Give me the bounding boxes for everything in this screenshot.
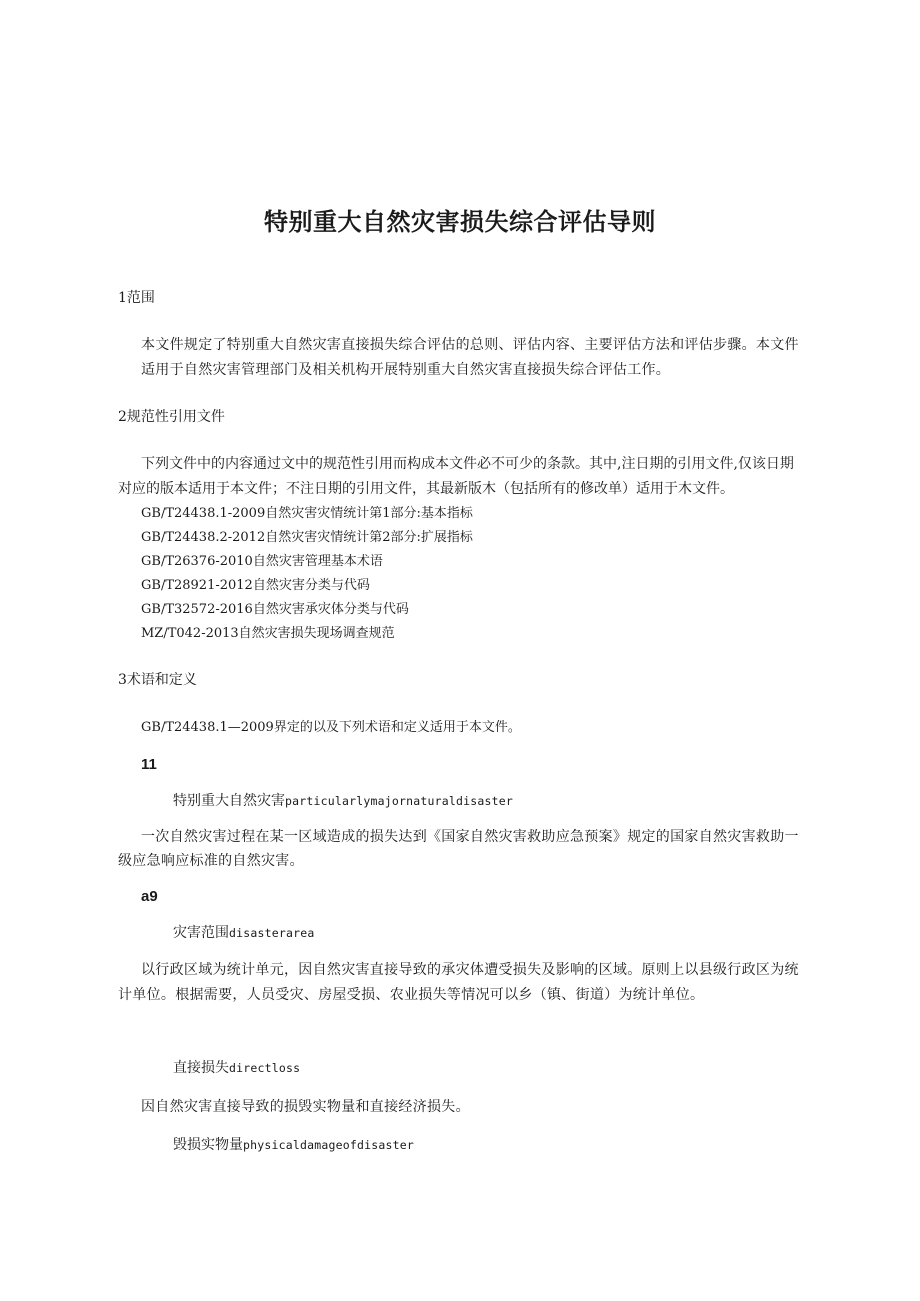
term-entry [173,790,513,810]
term-name-cn: 直接损失 [173,1060,229,1076]
reference-item: GB/T24438.1-2009自然灾害灾情统计第1部分:基本指标 [141,506,473,521]
term-number: a9 [141,888,158,905]
section-heading-terms: 3术语和定义 [118,672,197,688]
document-title: 特别重大自然灾害损失综合评估导则 [264,208,656,236]
term-name-en: physicaldamageofdisaster [243,1138,414,1152]
term-name-cn: 灾害范围 [173,925,229,941]
term-entry [173,1057,300,1077]
term-definition-line-2: 计单位。根据需要，人员受灾、房屋受损、农业损失等情况可以乡（镇、街道）为统计单位。 [118,987,705,1003]
reference-item: GB/T26376-2010自然灾害管理基本术语 [141,554,383,569]
term-name-cn: 特别重大自然灾害 [173,793,285,809]
term-definition-line-1: 因自然灾害直接导致的损毁实物量和直接经济损失。 [141,1099,470,1115]
term-name-cn: 毁损实物量 [173,1137,243,1153]
scope-paragraph-line-2: 适用于自然灾害管理部门及相关机构开展特别重大自然灾害直接损失综合评估工作。 [141,362,671,378]
term-definition-line-1: 一次自然灾害过程在某一区域造成的损失达到《国家自然灾害救助应急预案》规定的国家自然灾害救助一 [141,829,799,845]
normative-refs-paragraph-line-2: 对应的版本适用于本文件；不注日期的引用文件，其最新版木（包括所有的修改单）适用于木文件。 [118,481,734,497]
reference-item: GB/T24438.2-2012自然灾害灾情统计第2部分:扩展指标 [141,530,473,545]
scope-paragraph-line-1: 本文件规定了特别重大自然灾害直接损失综合评估的总则、评估内容、主要评估方法和评估步骤。本文件 [141,337,799,353]
reference-item: MZ/T042-2013自然灾害损失现场调查规范 [141,626,395,641]
section-heading-normative-refs: 2规范性引用文件 [118,409,225,425]
term-entry [173,922,314,942]
terms-intro: GB/T24438.1—2009界定的以及下列术语和定义适用于本文件。 [141,720,521,735]
term-number: 11 [141,756,157,773]
term-definition-line-1: 以行政区域为统计单元，因自然灾害直接导致的承灾体遭受损失及影响的区域。原则上以县级行政区为统 [141,962,799,978]
term-name-en: particularlymajornaturaldisaster [285,794,513,808]
term-name-en: disasterarea [229,926,315,940]
term-name-en: directloss [229,1061,301,1075]
reference-item: GB/T28921-2012自然灾害分类与代码 [141,578,370,593]
term-definition-line-2: 级应急响应标准的自然灾害。 [118,853,304,869]
normative-refs-paragraph-line-1: 下列文件中的内容通过文中的规范性引用而构成本文件必不可少的条款。其中,注日期的引用文件,仅该日期 [141,456,794,472]
reference-item: GB/T32572-2016自然灾害承灾体分类与代码 [141,602,409,617]
section-heading-scope: 1范围 [118,290,155,306]
term-entry [173,1134,414,1154]
